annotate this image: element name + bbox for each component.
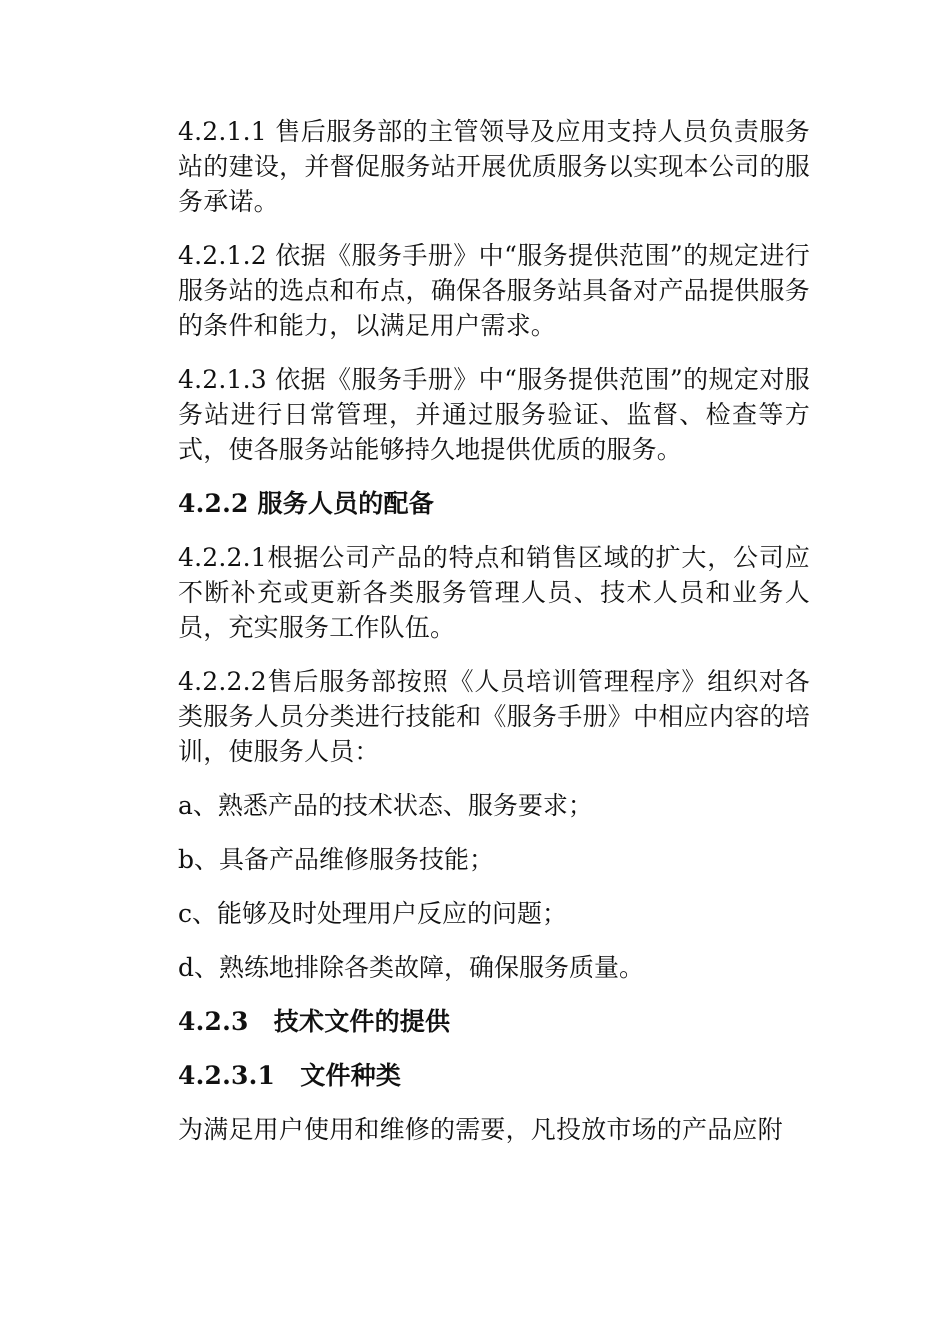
section-heading-4-2-3: 4.2.3 技术文件的提供 [178, 1007, 451, 1036]
list-item-a: a、熟悉产品的技术状态、服务要求； [178, 791, 593, 820]
body-paragraph-file-types: 为满足用户使用和维修的需要，凡投放市场的产品应附 [178, 1115, 783, 1144]
subsection-heading-4-2-3-1: 4.2.3.1 文件种类 [178, 1061, 402, 1090]
list-item-b: b、具备产品维修服务技能； [178, 845, 495, 874]
clause-4-2-2-2: 4.2.2.2售后服务部按照《人员培训管理程序》组织对各类服务人员分类进行技能和《服务手册》中相应内容的培训，使服务人员： [178, 667, 810, 766]
list-item-d: d、熟练地排除各类故障，确保服务质量。 [178, 953, 645, 982]
clause-4-2-1-1: 4.2.1.1 售后服务部的主管领导及应用支持人员负责服务站的建设，并督促服务站开展优质服务以实现本公司的服务承诺。 [178, 117, 810, 216]
list-item-c: c、能够及时处理用户反应的问题； [178, 899, 568, 928]
document-body [178, 114, 810, 1166]
clause-4-2-2-1: 4.2.2.1根据公司产品的特点和销售区域的扩大，公司应不断补充或更新各类服务管理人员、技术人员和业务人员，充实服务工作队伍。 [178, 543, 810, 642]
clause-4-2-1-3: 4.2.1.3 依据《服务手册》中“服务提供范围”的规定对服务站进行日常管理，并通过服务验证、监督、检查等方式，使各服务站能够持久地提供优质的服务。 [178, 365, 810, 464]
section-heading-4-2-2: 4.2.2 服务人员的配备 [178, 489, 434, 518]
clause-4-2-1-2: 4.2.1.2 依据《服务手册》中“服务提供范围”的规定进行服务站的选点和布点，确保各服务站具备对产品提供服务的条件和能力，以满足用户需求。 [178, 241, 810, 340]
